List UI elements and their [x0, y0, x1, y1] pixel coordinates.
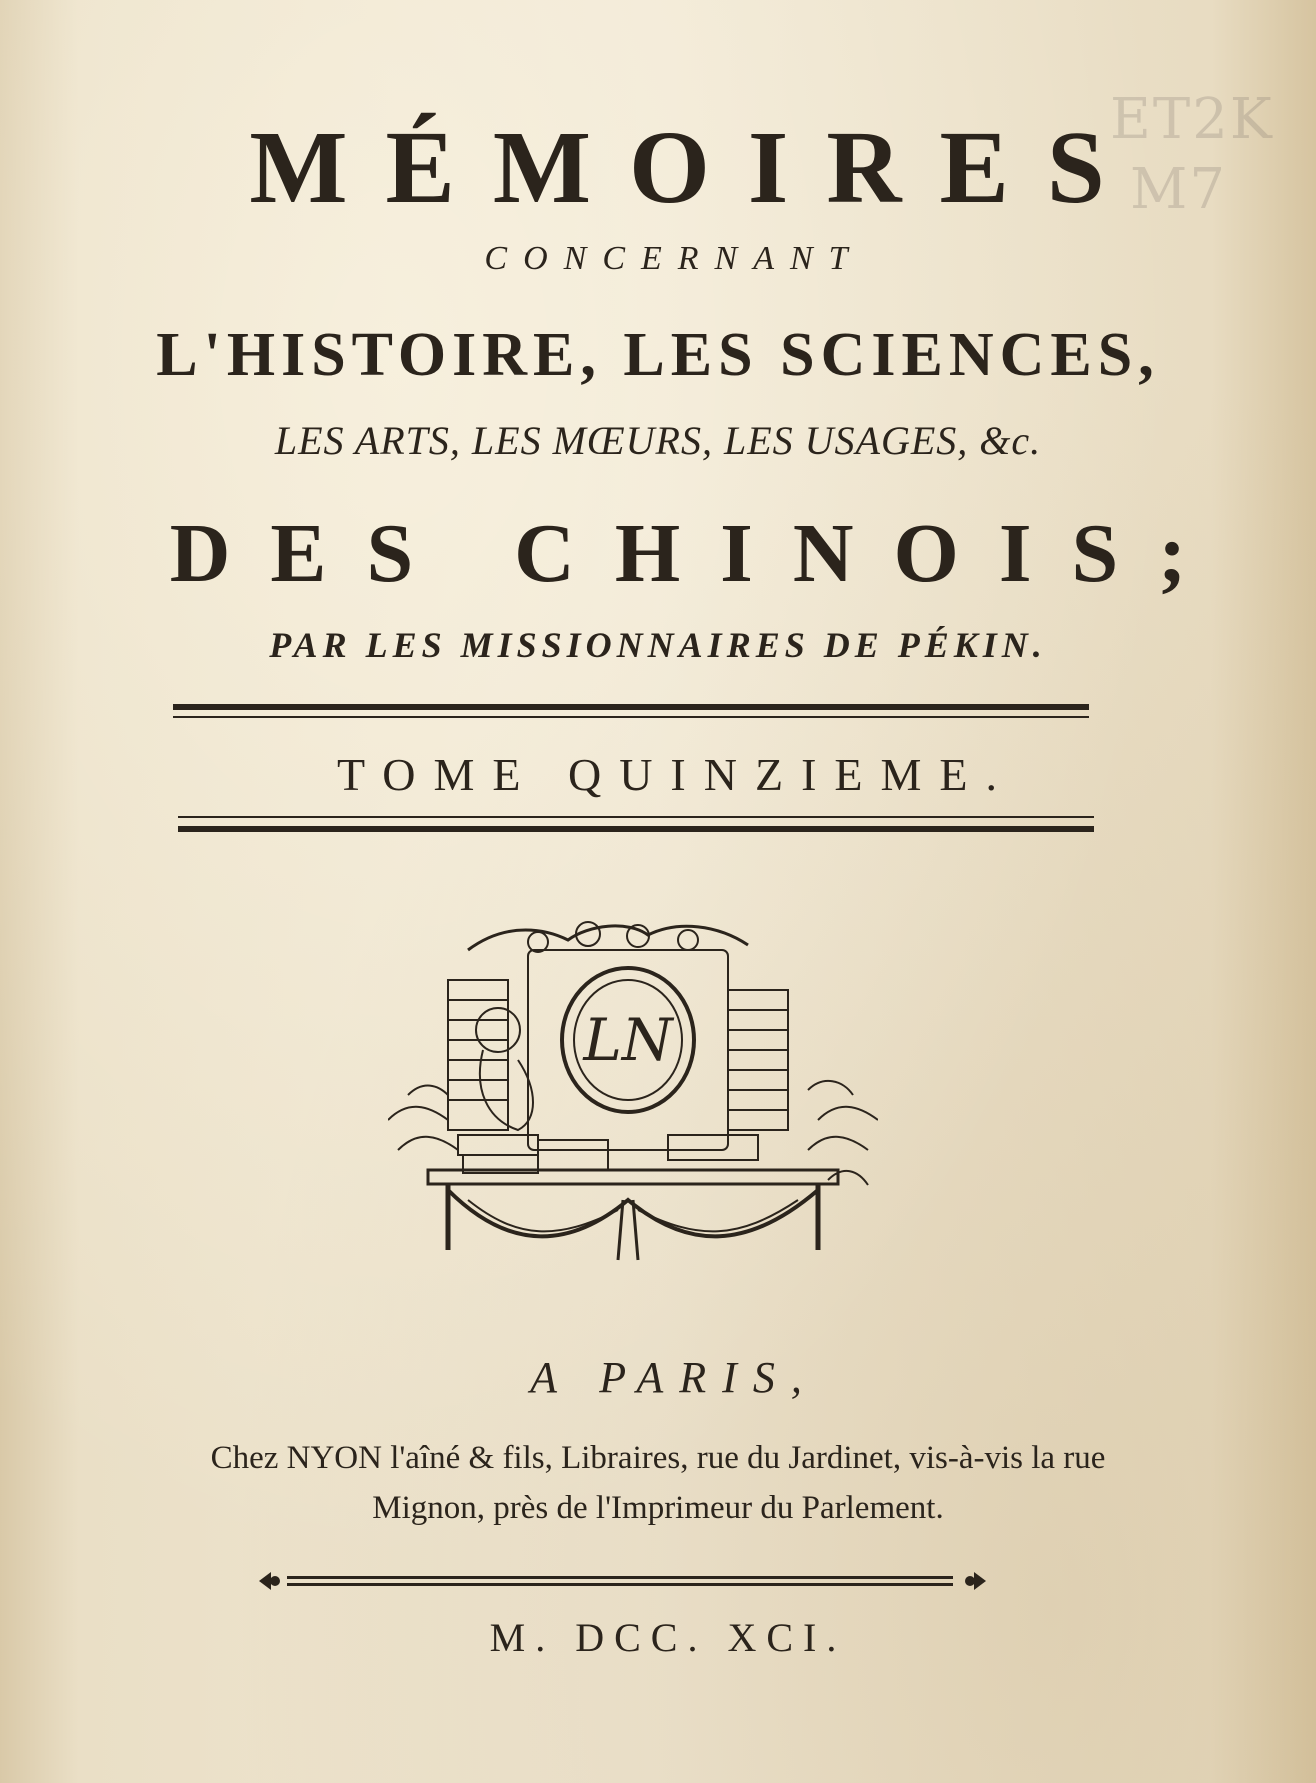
double-rule-top-thin — [173, 716, 1089, 718]
volume-line: TOME QUINZIEME. — [337, 749, 1015, 800]
publisher-line-1: Chez NYON l'aîné & fils, Libraires, rue du Jardinet, vis-à-vis la rue — [210, 1440, 1106, 1476]
book-title: MÉMOIRES — [249, 110, 1143, 225]
double-rule-bottom-thick — [178, 826, 1094, 832]
publisher-line-2: Mignon, près de l'Imprimeur du Parlement. — [372, 1490, 944, 1526]
topic-line-secondary: LES ARTS, LES MŒURS, LES USAGES, &c. — [274, 418, 1042, 463]
topic-line: L'HISTOIRE, LES SCIENCES, — [156, 321, 1160, 389]
double-rule-bottom-thin — [178, 816, 1094, 818]
subject-line: DES CHINOIS; — [169, 507, 1227, 600]
subtitle-concernant: CONCERNANT — [484, 240, 864, 277]
ornamental-rule — [255, 1566, 990, 1596]
double-rule-top-thick — [173, 704, 1089, 710]
place-of-publication: A PARIS, — [530, 1353, 818, 1402]
svg-text:M7: M7 — [1130, 157, 1227, 222]
publication-date: M. DCC. XCI. — [489, 1615, 847, 1660]
emblem-monogram: LN — [583, 1006, 673, 1074]
svg-text:ET2K: ET2K — [1110, 87, 1274, 152]
authors-line: PAR LES MISSIONNAIRES DE PÉKIN. — [269, 625, 1047, 665]
printer-emblem-woodcut — [388, 920, 878, 1282]
